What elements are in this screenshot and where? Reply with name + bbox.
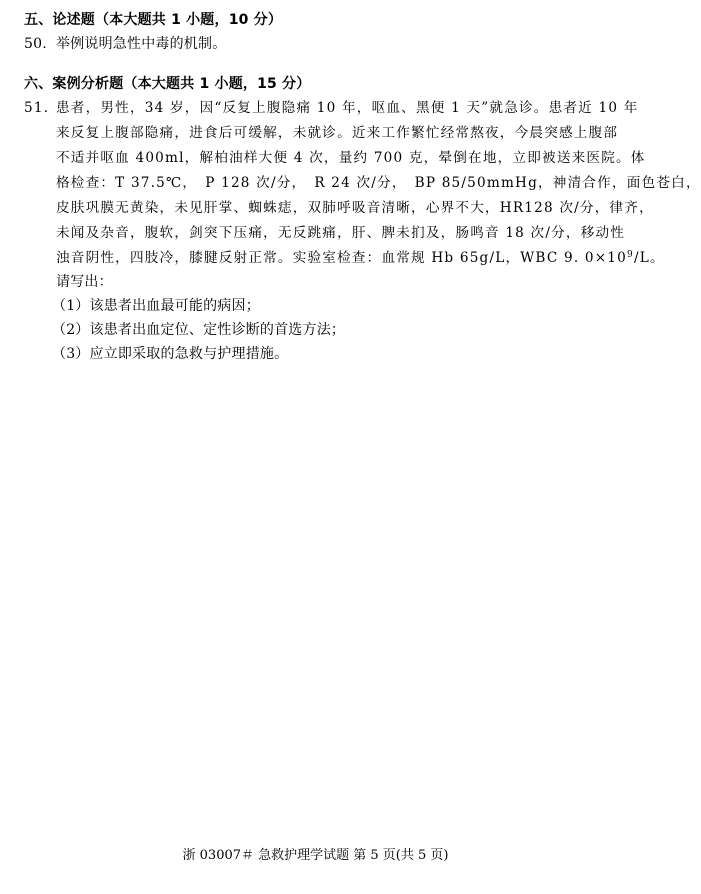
question-51-line-4: 格检查：T 37.5℃， P 128 次/分， R 24 次/分， BP 85/50mmHg，神清合作，面色苍白，: [56, 175, 701, 191]
answer-prompt: 请写出：: [56, 274, 113, 290]
section-6-heading: 六、案例分析题（本大题共 1 小题，15 分）: [24, 76, 311, 92]
question-51-line-1: [24, 96, 639, 120]
question-50-text: 举例说明急性中毒的机制。: [56, 36, 227, 52]
question-50: [24, 32, 226, 56]
question-51-line-7-text: 浊音阴性，四肢冷，膝腱反射正常。实验室检查：血常规 Hb 65g/L，WBC 9. 0×10: [56, 250, 628, 266]
question-51-text-line: 患者，男性，34 岁，因“反复上腹隐痛 10 年，呕血、黑便 1 天”就急诊。患者近 10 年: [56, 100, 639, 116]
question-51-line-7: [56, 246, 665, 270]
question-51-line-7-end: /L。: [633, 250, 665, 266]
question-51-line-3: 不适并呕血 400ml，解柏油样大便 4 次，量约 700 克，晕倒在地，立即被送来医院。体: [56, 150, 646, 166]
sub-question-2: （2）该患者出血定位、定性诊断的首选方法；: [52, 322, 346, 338]
question-51-line-2: 来反复上腹部隐痛，进食后可缓解，未就诊。近来工作繁忙经常熬夜，今晨突感上腹部: [56, 125, 619, 141]
question-51-number: 51.: [24, 100, 50, 116]
exponent: 9: [627, 250, 634, 260]
question-51-line-5: 皮肤巩膜无黄染，未见肝掌、蜘蛛痣，双肺呼吸音清晰，心界不大，HR128 次/分，律齐，: [56, 200, 654, 216]
sub-question-3: （3）应立即采取的急救与护理措施。: [52, 346, 289, 362]
sub-question-1: （1）该患者出血最可能的病因；: [52, 298, 260, 314]
question-51-line-6: 未闻及杂音，腹软，剑突下压痛，无反跳痛，肝、脾未扪及，肠鸣音 18 次/分，移动性: [56, 225, 626, 241]
page-footer: 浙 03007＃ 急救护理学试题 第 5 页(共 5 页): [182, 848, 449, 863]
question-50-number: 50.: [24, 36, 47, 52]
section-5-heading: 五、论述题（本大题共 1 小题，10 分）: [24, 12, 283, 28]
